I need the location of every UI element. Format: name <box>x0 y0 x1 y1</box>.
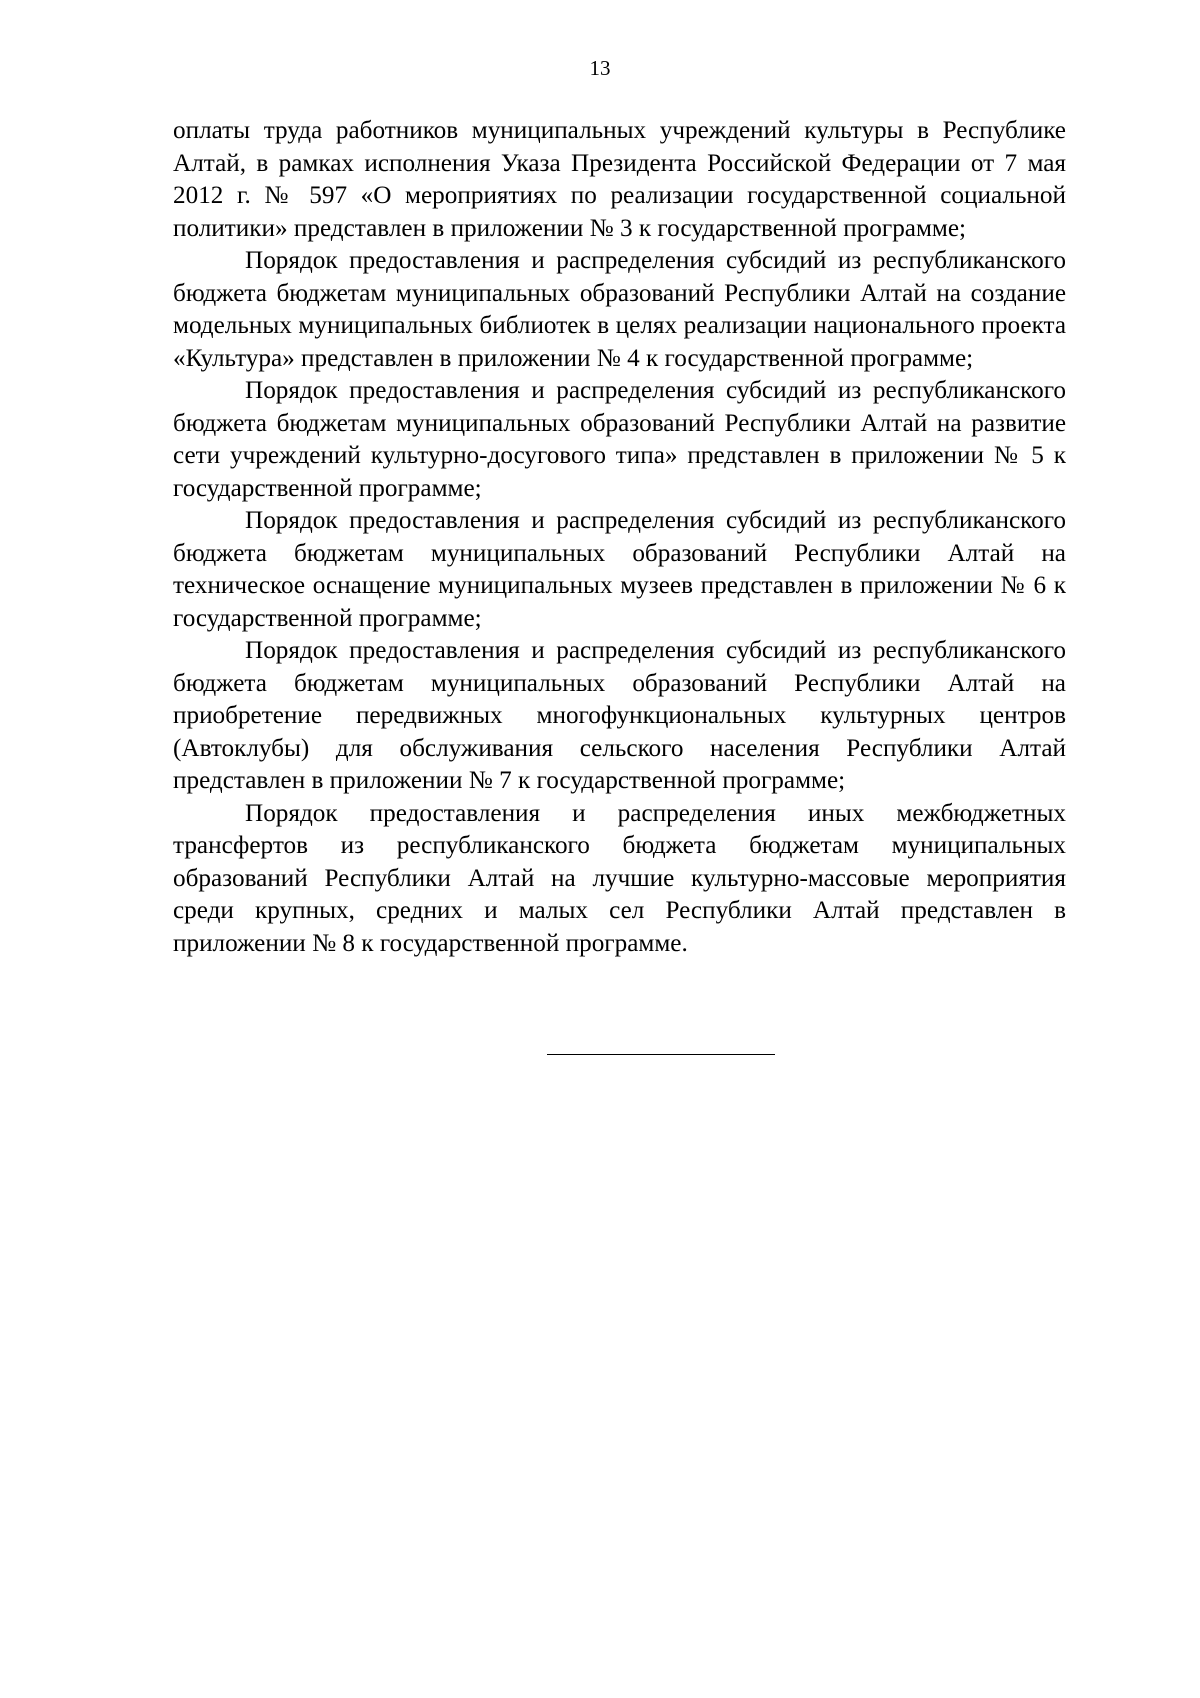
paragraph-appendix-8: Порядок предоставления и распределения иных межбюджетных трансфертов из республиканского бюджета бюджетам муниципальных образований Республики Алтай на лучшие культурно-массовые мероприятия среди крупных, средних и малых сел Республики Алтай представлен в приложении № 8 к государственной программе. <box>173 799 1066 957</box>
paragraph-appendix-4: Порядок предоставления и распределения субсидий из республиканского бюджета бюджетам муниципальных образований Республики Алтай на создание модельных муниципальных библиотек в целях реализации национального проекта «Культура» представлен в приложении № 4 к государственной программе; <box>173 247 1066 372</box>
page-number: 13 <box>589 56 611 80</box>
paragraph-appendix-7: Порядок предоставления и распределения субсидий из республиканского бюджета бюджетам муниципальных образований Республики Алтай на приобретение передвижных многофункциональных культурных центров (Автоклубы) для обслуживания сельского населения Республики Алтай представлен в приложении № 7 к государственной программе; <box>173 637 1066 794</box>
paragraph-appendix-5: Порядок предоставления и распределения субсидий из республиканского бюджета бюджетам муниципальных образований Республики Алтай на развитие сети учреждений культурно-досугового типа» представлен в приложении № 5 к государственной программе; <box>173 377 1066 502</box>
paragraph-continuation: оплаты труда работников муниципальных учреждений культуры в Республике Алтай, в рамках исполнения Указа Президента Российской Федерации от 7 мая 2012 г. № 597 «О мероприятиях по реализации государственной социальной политики» представлен в приложении № 3 к государственной программе; <box>173 117 1066 242</box>
paragraph-appendix-6: Порядок предоставления и распределения субсидий из республиканского бюджета бюджетам муниципальных образований Республики Алтай на техническое оснащение муниципальных музеев представлен в приложении № 6 к государственной программе; <box>173 507 1066 632</box>
document-body <box>173 115 1066 960</box>
end-divider-line <box>547 1054 775 1055</box>
